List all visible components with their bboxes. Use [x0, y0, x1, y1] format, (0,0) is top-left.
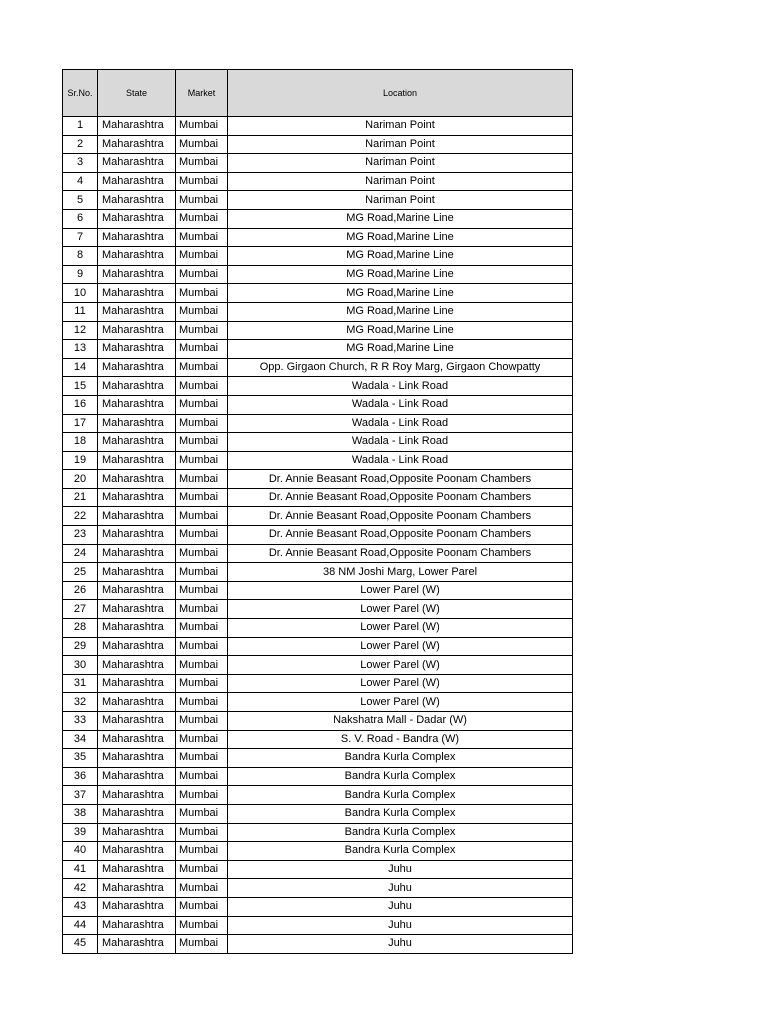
cell-state: Maharashtra: [98, 842, 176, 861]
cell-state: Maharashtra: [98, 470, 176, 489]
cell-location: Wadala - Link Road: [228, 395, 573, 414]
cell-state: Maharashtra: [98, 284, 176, 303]
cell-sr-no: 12: [63, 321, 98, 340]
table-row: [63, 433, 573, 452]
cell-state: Maharashtra: [98, 191, 176, 210]
cell-sr-no: 4: [63, 172, 98, 191]
cell-market: Mumbai: [176, 749, 228, 768]
cell-state: Maharashtra: [98, 154, 176, 173]
cell-state: Maharashtra: [98, 302, 176, 321]
cell-market: Mumbai: [176, 600, 228, 619]
cell-sr-no: 31: [63, 674, 98, 693]
cell-state: Maharashtra: [98, 879, 176, 898]
cell-location: Juhu: [228, 916, 573, 935]
cell-market: Mumbai: [176, 154, 228, 173]
cell-state: Maharashtra: [98, 433, 176, 452]
cell-location: Juhu: [228, 897, 573, 916]
cell-sr-no: 25: [63, 563, 98, 582]
cell-market: Mumbai: [176, 804, 228, 823]
cell-state: Maharashtra: [98, 414, 176, 433]
locations-table: [62, 69, 573, 954]
cell-sr-no: 22: [63, 507, 98, 526]
cell-market: Mumbai: [176, 935, 228, 954]
cell-market: Mumbai: [176, 674, 228, 693]
cell-location: Bandra Kurla Complex: [228, 804, 573, 823]
table-row: [63, 377, 573, 396]
cell-location: Nariman Point: [228, 117, 573, 136]
table-row: [63, 879, 573, 898]
table-row: [63, 600, 573, 619]
cell-state: Maharashtra: [98, 544, 176, 563]
cell-location: MG Road,Marine Line: [228, 265, 573, 284]
cell-market: Mumbai: [176, 730, 228, 749]
table-row: [63, 730, 573, 749]
cell-sr-no: 17: [63, 414, 98, 433]
table-body: [63, 117, 573, 954]
cell-state: Maharashtra: [98, 600, 176, 619]
table-row: [63, 228, 573, 247]
table-row: [63, 321, 573, 340]
cell-state: Maharashtra: [98, 935, 176, 954]
header-location: Location: [228, 70, 573, 117]
table-row: [63, 340, 573, 359]
cell-sr-no: 28: [63, 619, 98, 638]
cell-location: Lower Parel (W): [228, 674, 573, 693]
cell-location: Dr. Annie Beasant Road,Opposite Poonam Chambers: [228, 544, 573, 563]
cell-state: Maharashtra: [98, 804, 176, 823]
cell-location: Nakshatra Mall - Dadar (W): [228, 712, 573, 731]
cell-state: Maharashtra: [98, 488, 176, 507]
cell-sr-no: 26: [63, 581, 98, 600]
table-row: [63, 935, 573, 954]
cell-state: Maharashtra: [98, 581, 176, 600]
cell-market: Mumbai: [176, 265, 228, 284]
cell-market: Mumbai: [176, 712, 228, 731]
cell-sr-no: 14: [63, 358, 98, 377]
table-row: [63, 767, 573, 786]
table-row: [63, 693, 573, 712]
cell-location: MG Road,Marine Line: [228, 340, 573, 359]
table-row: [63, 619, 573, 638]
cell-market: Mumbai: [176, 842, 228, 861]
table-row: [63, 897, 573, 916]
cell-sr-no: 9: [63, 265, 98, 284]
cell-sr-no: 5: [63, 191, 98, 210]
table-row: [63, 544, 573, 563]
cell-market: Mumbai: [176, 358, 228, 377]
cell-location: Nariman Point: [228, 191, 573, 210]
cell-location: Wadala - Link Road: [228, 433, 573, 452]
cell-location: Lower Parel (W): [228, 693, 573, 712]
cell-location: MG Road,Marine Line: [228, 209, 573, 228]
cell-state: Maharashtra: [98, 897, 176, 916]
cell-location: Opp. Girgaon Church, R R Roy Marg, Girgaon Chowpatty: [228, 358, 573, 377]
table-row: [63, 117, 573, 136]
cell-market: Mumbai: [176, 897, 228, 916]
cell-location: MG Road,Marine Line: [228, 247, 573, 266]
cell-location: Bandra Kurla Complex: [228, 767, 573, 786]
table-row: [63, 209, 573, 228]
cell-location: Lower Parel (W): [228, 637, 573, 656]
cell-state: Maharashtra: [98, 451, 176, 470]
header-row: [63, 70, 573, 117]
cell-state: Maharashtra: [98, 656, 176, 675]
cell-location: Wadala - Link Road: [228, 451, 573, 470]
cell-sr-no: 23: [63, 526, 98, 545]
cell-sr-no: 2: [63, 135, 98, 154]
cell-sr-no: 32: [63, 693, 98, 712]
cell-location: Lower Parel (W): [228, 600, 573, 619]
table-row: [63, 395, 573, 414]
cell-market: Mumbai: [176, 526, 228, 545]
table-row: [63, 154, 573, 173]
cell-state: Maharashtra: [98, 507, 176, 526]
cell-state: Maharashtra: [98, 674, 176, 693]
cell-sr-no: 11: [63, 302, 98, 321]
cell-location: MG Road,Marine Line: [228, 302, 573, 321]
cell-location: MG Road,Marine Line: [228, 321, 573, 340]
table-row: [63, 842, 573, 861]
cell-market: Mumbai: [176, 544, 228, 563]
cell-sr-no: 13: [63, 340, 98, 359]
cell-sr-no: 40: [63, 842, 98, 861]
cell-state: Maharashtra: [98, 526, 176, 545]
cell-sr-no: 30: [63, 656, 98, 675]
cell-market: Mumbai: [176, 619, 228, 638]
cell-location: Bandra Kurla Complex: [228, 842, 573, 861]
cell-state: Maharashtra: [98, 321, 176, 340]
table-row: [63, 804, 573, 823]
cell-market: Mumbai: [176, 879, 228, 898]
cell-location: Juhu: [228, 860, 573, 879]
table-row: [63, 302, 573, 321]
cell-location: Bandra Kurla Complex: [228, 749, 573, 768]
cell-state: Maharashtra: [98, 860, 176, 879]
table-row: [63, 656, 573, 675]
header-sr-no: Sr.No.: [63, 70, 98, 117]
cell-state: Maharashtra: [98, 395, 176, 414]
cell-state: Maharashtra: [98, 228, 176, 247]
cell-state: Maharashtra: [98, 637, 176, 656]
cell-location: 38 NM Joshi Marg, Lower Parel: [228, 563, 573, 582]
table-row: [63, 135, 573, 154]
cell-market: Mumbai: [176, 451, 228, 470]
cell-sr-no: 20: [63, 470, 98, 489]
cell-market: Mumbai: [176, 656, 228, 675]
cell-state: Maharashtra: [98, 247, 176, 266]
table-row: [63, 637, 573, 656]
cell-state: Maharashtra: [98, 172, 176, 191]
cell-location: Lower Parel (W): [228, 581, 573, 600]
cell-market: Mumbai: [176, 433, 228, 452]
cell-sr-no: 27: [63, 600, 98, 619]
table-row: [63, 358, 573, 377]
cell-sr-no: 7: [63, 228, 98, 247]
table-row: [63, 265, 573, 284]
cell-market: Mumbai: [176, 191, 228, 210]
cell-state: Maharashtra: [98, 358, 176, 377]
cell-market: Mumbai: [176, 321, 228, 340]
cell-sr-no: 1: [63, 117, 98, 136]
cell-market: Mumbai: [176, 786, 228, 805]
cell-market: Mumbai: [176, 209, 228, 228]
cell-market: Mumbai: [176, 507, 228, 526]
cell-sr-no: 39: [63, 823, 98, 842]
cell-market: Mumbai: [176, 916, 228, 935]
cell-location: Juhu: [228, 935, 573, 954]
cell-market: Mumbai: [176, 340, 228, 359]
table-row: [63, 172, 573, 191]
cell-sr-no: 29: [63, 637, 98, 656]
cell-location: Bandra Kurla Complex: [228, 823, 573, 842]
cell-market: Mumbai: [176, 581, 228, 600]
cell-market: Mumbai: [176, 395, 228, 414]
cell-sr-no: 35: [63, 749, 98, 768]
cell-location: Lower Parel (W): [228, 656, 573, 675]
cell-market: Mumbai: [176, 377, 228, 396]
table-row: [63, 860, 573, 879]
cell-location: Dr. Annie Beasant Road,Opposite Poonam Chambers: [228, 488, 573, 507]
cell-state: Maharashtra: [98, 916, 176, 935]
cell-state: Maharashtra: [98, 823, 176, 842]
table-row: [63, 470, 573, 489]
table-row: [63, 414, 573, 433]
table-row: [63, 247, 573, 266]
cell-sr-no: 6: [63, 209, 98, 228]
cell-market: Mumbai: [176, 302, 228, 321]
cell-location: MG Road,Marine Line: [228, 228, 573, 247]
cell-market: Mumbai: [176, 470, 228, 489]
cell-sr-no: 16: [63, 395, 98, 414]
cell-sr-no: 37: [63, 786, 98, 805]
cell-location: Dr. Annie Beasant Road,Opposite Poonam Chambers: [228, 507, 573, 526]
cell-sr-no: 21: [63, 488, 98, 507]
cell-sr-no: 34: [63, 730, 98, 749]
cell-location: Lower Parel (W): [228, 619, 573, 638]
cell-sr-no: 42: [63, 879, 98, 898]
cell-state: Maharashtra: [98, 117, 176, 136]
header-market: Market: [176, 70, 228, 117]
cell-market: Mumbai: [176, 693, 228, 712]
cell-state: Maharashtra: [98, 265, 176, 284]
table-header: [63, 70, 573, 117]
cell-sr-no: 43: [63, 897, 98, 916]
cell-location: Juhu: [228, 879, 573, 898]
cell-sr-no: 38: [63, 804, 98, 823]
cell-market: Mumbai: [176, 637, 228, 656]
cell-location: Dr. Annie Beasant Road,Opposite Poonam Chambers: [228, 470, 573, 489]
cell-sr-no: 10: [63, 284, 98, 303]
cell-market: Mumbai: [176, 228, 228, 247]
cell-market: Mumbai: [176, 823, 228, 842]
cell-location: MG Road,Marine Line: [228, 284, 573, 303]
cell-state: Maharashtra: [98, 712, 176, 731]
cell-location: Nariman Point: [228, 135, 573, 154]
cell-market: Mumbai: [176, 767, 228, 786]
cell-market: Mumbai: [176, 414, 228, 433]
cell-location: Wadala - Link Road: [228, 414, 573, 433]
cell-state: Maharashtra: [98, 209, 176, 228]
cell-market: Mumbai: [176, 860, 228, 879]
cell-sr-no: 3: [63, 154, 98, 173]
cell-location: Nariman Point: [228, 172, 573, 191]
cell-market: Mumbai: [176, 247, 228, 266]
table-row: [63, 488, 573, 507]
cell-sr-no: 36: [63, 767, 98, 786]
cell-market: Mumbai: [176, 135, 228, 154]
cell-state: Maharashtra: [98, 749, 176, 768]
cell-market: Mumbai: [176, 488, 228, 507]
cell-sr-no: 18: [63, 433, 98, 452]
table-row: [63, 916, 573, 935]
cell-sr-no: 8: [63, 247, 98, 266]
table-row: [63, 507, 573, 526]
cell-state: Maharashtra: [98, 135, 176, 154]
table-row: [63, 526, 573, 545]
cell-sr-no: 33: [63, 712, 98, 731]
cell-market: Mumbai: [176, 284, 228, 303]
cell-sr-no: 44: [63, 916, 98, 935]
table-row: [63, 284, 573, 303]
cell-location: Wadala - Link Road: [228, 377, 573, 396]
cell-market: Mumbai: [176, 563, 228, 582]
cell-sr-no: 41: [63, 860, 98, 879]
cell-location: Dr. Annie Beasant Road,Opposite Poonam Chambers: [228, 526, 573, 545]
cell-state: Maharashtra: [98, 619, 176, 638]
cell-state: Maharashtra: [98, 767, 176, 786]
cell-state: Maharashtra: [98, 730, 176, 749]
table-row: [63, 674, 573, 693]
cell-state: Maharashtra: [98, 786, 176, 805]
table-row: [63, 823, 573, 842]
cell-location: Nariman Point: [228, 154, 573, 173]
table-row: [63, 581, 573, 600]
cell-sr-no: 19: [63, 451, 98, 470]
cell-state: Maharashtra: [98, 693, 176, 712]
table-row: [63, 451, 573, 470]
cell-state: Maharashtra: [98, 563, 176, 582]
header-state: State: [98, 70, 176, 117]
table-row: [63, 191, 573, 210]
cell-state: Maharashtra: [98, 340, 176, 359]
cell-sr-no: 15: [63, 377, 98, 396]
table-row: [63, 786, 573, 805]
cell-state: Maharashtra: [98, 377, 176, 396]
cell-market: Mumbai: [176, 117, 228, 136]
table-row: [63, 712, 573, 731]
table-row: [63, 563, 573, 582]
cell-location: S. V. Road - Bandra (W): [228, 730, 573, 749]
cell-location: Bandra Kurla Complex: [228, 786, 573, 805]
cell-sr-no: 24: [63, 544, 98, 563]
cell-market: Mumbai: [176, 172, 228, 191]
cell-sr-no: 45: [63, 935, 98, 954]
table-row: [63, 749, 573, 768]
